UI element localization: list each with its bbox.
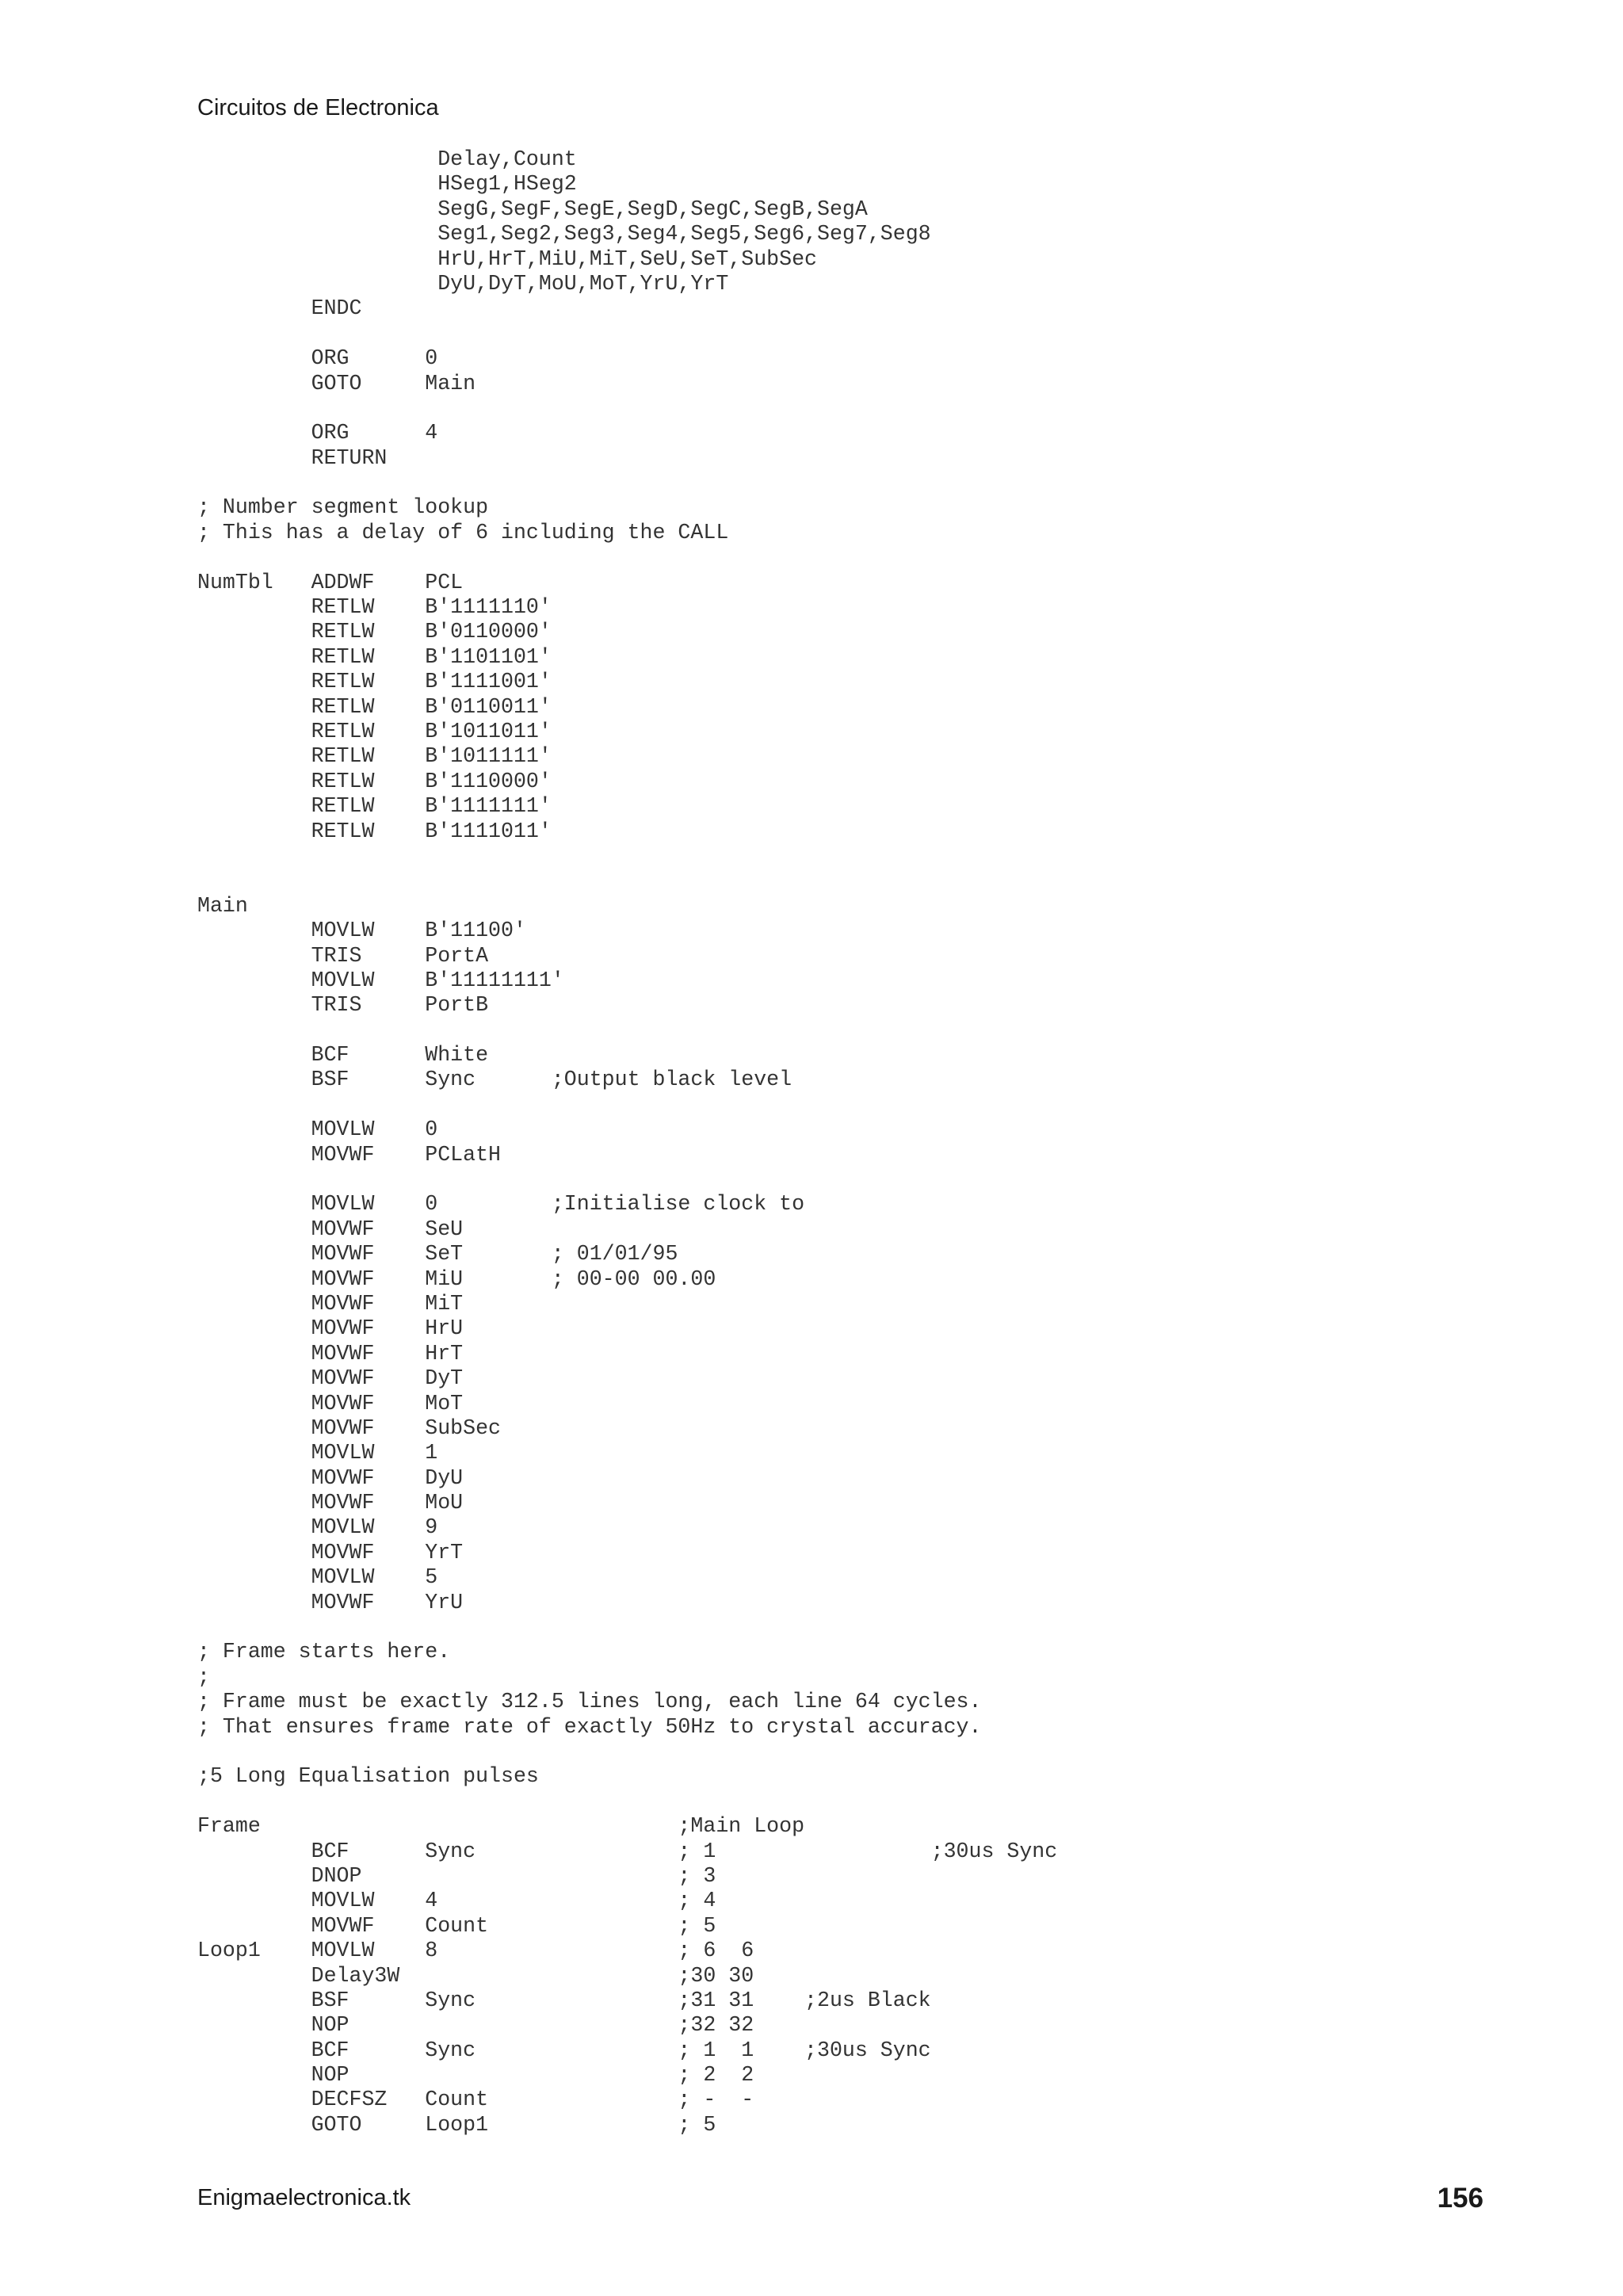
code-line: MOVWF YrT <box>197 1540 464 1564</box>
code-line: RETLW B'1011011' <box>197 719 552 743</box>
code-line: ORG 0 <box>197 346 438 371</box>
code-line: MOVWF DyU <box>197 1465 464 1490</box>
code-line: MOVWF Count ; 5 <box>197 1913 716 1938</box>
code-line <box>197 1018 1057 1043</box>
code-line: HrU,HrT,MiU,MiT,SeU,SeT,SubSec <box>197 246 817 271</box>
code-line <box>197 1167 1057 1192</box>
code-line: MOVWF MoT <box>197 1391 464 1415</box>
code-line: MOVWF HrT <box>197 1341 464 1366</box>
code-line: ORG 4 <box>197 421 438 445</box>
code-line: ; Frame must be exactly 312.5 lines long, each line 64 cycles. <box>197 1690 982 1714</box>
code-line: GOTO Loop1 ; 5 <box>197 2112 716 2137</box>
code-line: ; Frame starts here. <box>197 1640 451 1664</box>
code-line: RETLW B'1101101' <box>197 644 552 669</box>
code-line: TRIS PortA <box>197 943 489 968</box>
page-number: 156 <box>1437 2183 1484 2214</box>
code-line: SegG,SegF,SegE,SegD,SegC,SegB,SegA <box>197 197 868 221</box>
code-line: RETLW B'1011111' <box>197 744 552 769</box>
code-line: NumTbl ADDWF PCL <box>197 570 464 594</box>
code-line <box>197 1790 1057 1814</box>
footer-site-name: Enigmaelectronica.tk <box>197 2185 411 2210</box>
code-line: MOVLW 4 ; 4 <box>197 1889 716 1913</box>
code-line <box>197 1740 1057 1764</box>
code-line: Delay,Count <box>197 147 577 171</box>
code-line: BSF Sync ;31 31 ;2us Black <box>197 1988 931 2012</box>
code-line: ; That ensures frame rate of exactly 50Hz to crystal accuracy. <box>197 1714 982 1739</box>
code-line: RETLW B'1111001' <box>197 670 552 694</box>
code-line: BSF Sync ;Output black level <box>197 1068 792 1092</box>
code-line: TRIS PortB <box>197 993 489 1018</box>
code-line: ENDC <box>197 296 362 321</box>
code-line: ; Number segment lookup <box>197 495 489 520</box>
code-line <box>197 1093 1057 1117</box>
code-line: MOVWF DyT <box>197 1366 464 1391</box>
code-line: Main <box>197 893 248 918</box>
page-header-title: Circuitos de Electronica <box>197 95 439 120</box>
code-line: Loop1 MOVLW 8 ; 6 6 <box>197 1939 754 1963</box>
code-line: MOVLW 1 <box>197 1441 438 1465</box>
code-line <box>197 844 1057 869</box>
code-line: RETLW B'0110011' <box>197 694 552 719</box>
code-line: DyU,DyT,MoU,MoT,YrU,YrT <box>197 271 729 296</box>
code-line: BCF White <box>197 1043 489 1068</box>
code-line: DNOP ; 3 <box>197 1863 716 1888</box>
code-line <box>197 322 1057 346</box>
code-line <box>197 1615 1057 1640</box>
code-line: MOVWF SeT ; 01/01/95 <box>197 1242 678 1266</box>
code-line: ;5 Long Equalisation pulses <box>197 1764 539 1789</box>
code-line <box>197 869 1057 893</box>
code-line: Seg1,Seg2,Seg3,Seg4,Seg5,Seg6,Seg7,Seg8 <box>197 222 931 246</box>
assembly-code-listing <box>197 147 1057 2137</box>
code-line: MOVLW B'11100' <box>197 919 526 943</box>
code-line: NOP ; 2 2 <box>197 2063 754 2088</box>
code-line: MOVLW 9 <box>197 1515 438 1540</box>
code-line: MOVLW B'11111111' <box>197 968 564 992</box>
code-line: RETLW B'1111111' <box>197 794 552 819</box>
code-line: MOVWF HrU <box>197 1316 464 1341</box>
code-line: RETLW B'1110000' <box>197 769 552 793</box>
code-line: MOVWF PCLatH <box>197 1142 502 1167</box>
code-line: GOTO Main <box>197 371 476 395</box>
code-line: RETLW B'1111011' <box>197 819 552 843</box>
code-line: NOP ;32 32 <box>197 2013 754 2038</box>
code-line: MOVWF MiT <box>197 1291 464 1316</box>
code-line: BCF Sync ; 1 ;30us Sync <box>197 1839 1058 1863</box>
code-line: MOVLW 0 ;Initialise clock to <box>197 1192 805 1217</box>
code-line: BCF Sync ; 1 1 ;30us Sync <box>197 2038 931 2062</box>
code-line <box>197 545 1057 570</box>
code-line: MOVWF SeU <box>197 1217 464 1241</box>
code-line <box>197 471 1057 495</box>
code-line: ; <box>197 1664 210 1689</box>
code-line: MOVLW 0 <box>197 1117 438 1142</box>
code-line: MOVWF SubSec <box>197 1415 502 1440</box>
code-line: ; This has a delay of 6 including the CALL <box>197 520 729 544</box>
code-line: Delay3W ;30 30 <box>197 1963 754 1988</box>
code-line <box>197 396 1057 421</box>
code-line: MOVWF MoU <box>197 1491 464 1515</box>
code-line: MOVLW 5 <box>197 1565 438 1590</box>
code-line: RETURN <box>197 445 388 470</box>
code-line: MOVWF YrU <box>197 1590 464 1614</box>
code-line: DECFSZ Count ; - - <box>197 2088 754 2112</box>
code-line: MOVWF MiU ; 00-00 00.00 <box>197 1266 716 1291</box>
code-line: RETLW B'1111110' <box>197 595 552 620</box>
code-line: RETLW B'0110000' <box>197 620 552 644</box>
code-line: HSeg1,HSeg2 <box>197 172 577 197</box>
code-line: Frame ;Main Loop <box>197 1814 805 1839</box>
